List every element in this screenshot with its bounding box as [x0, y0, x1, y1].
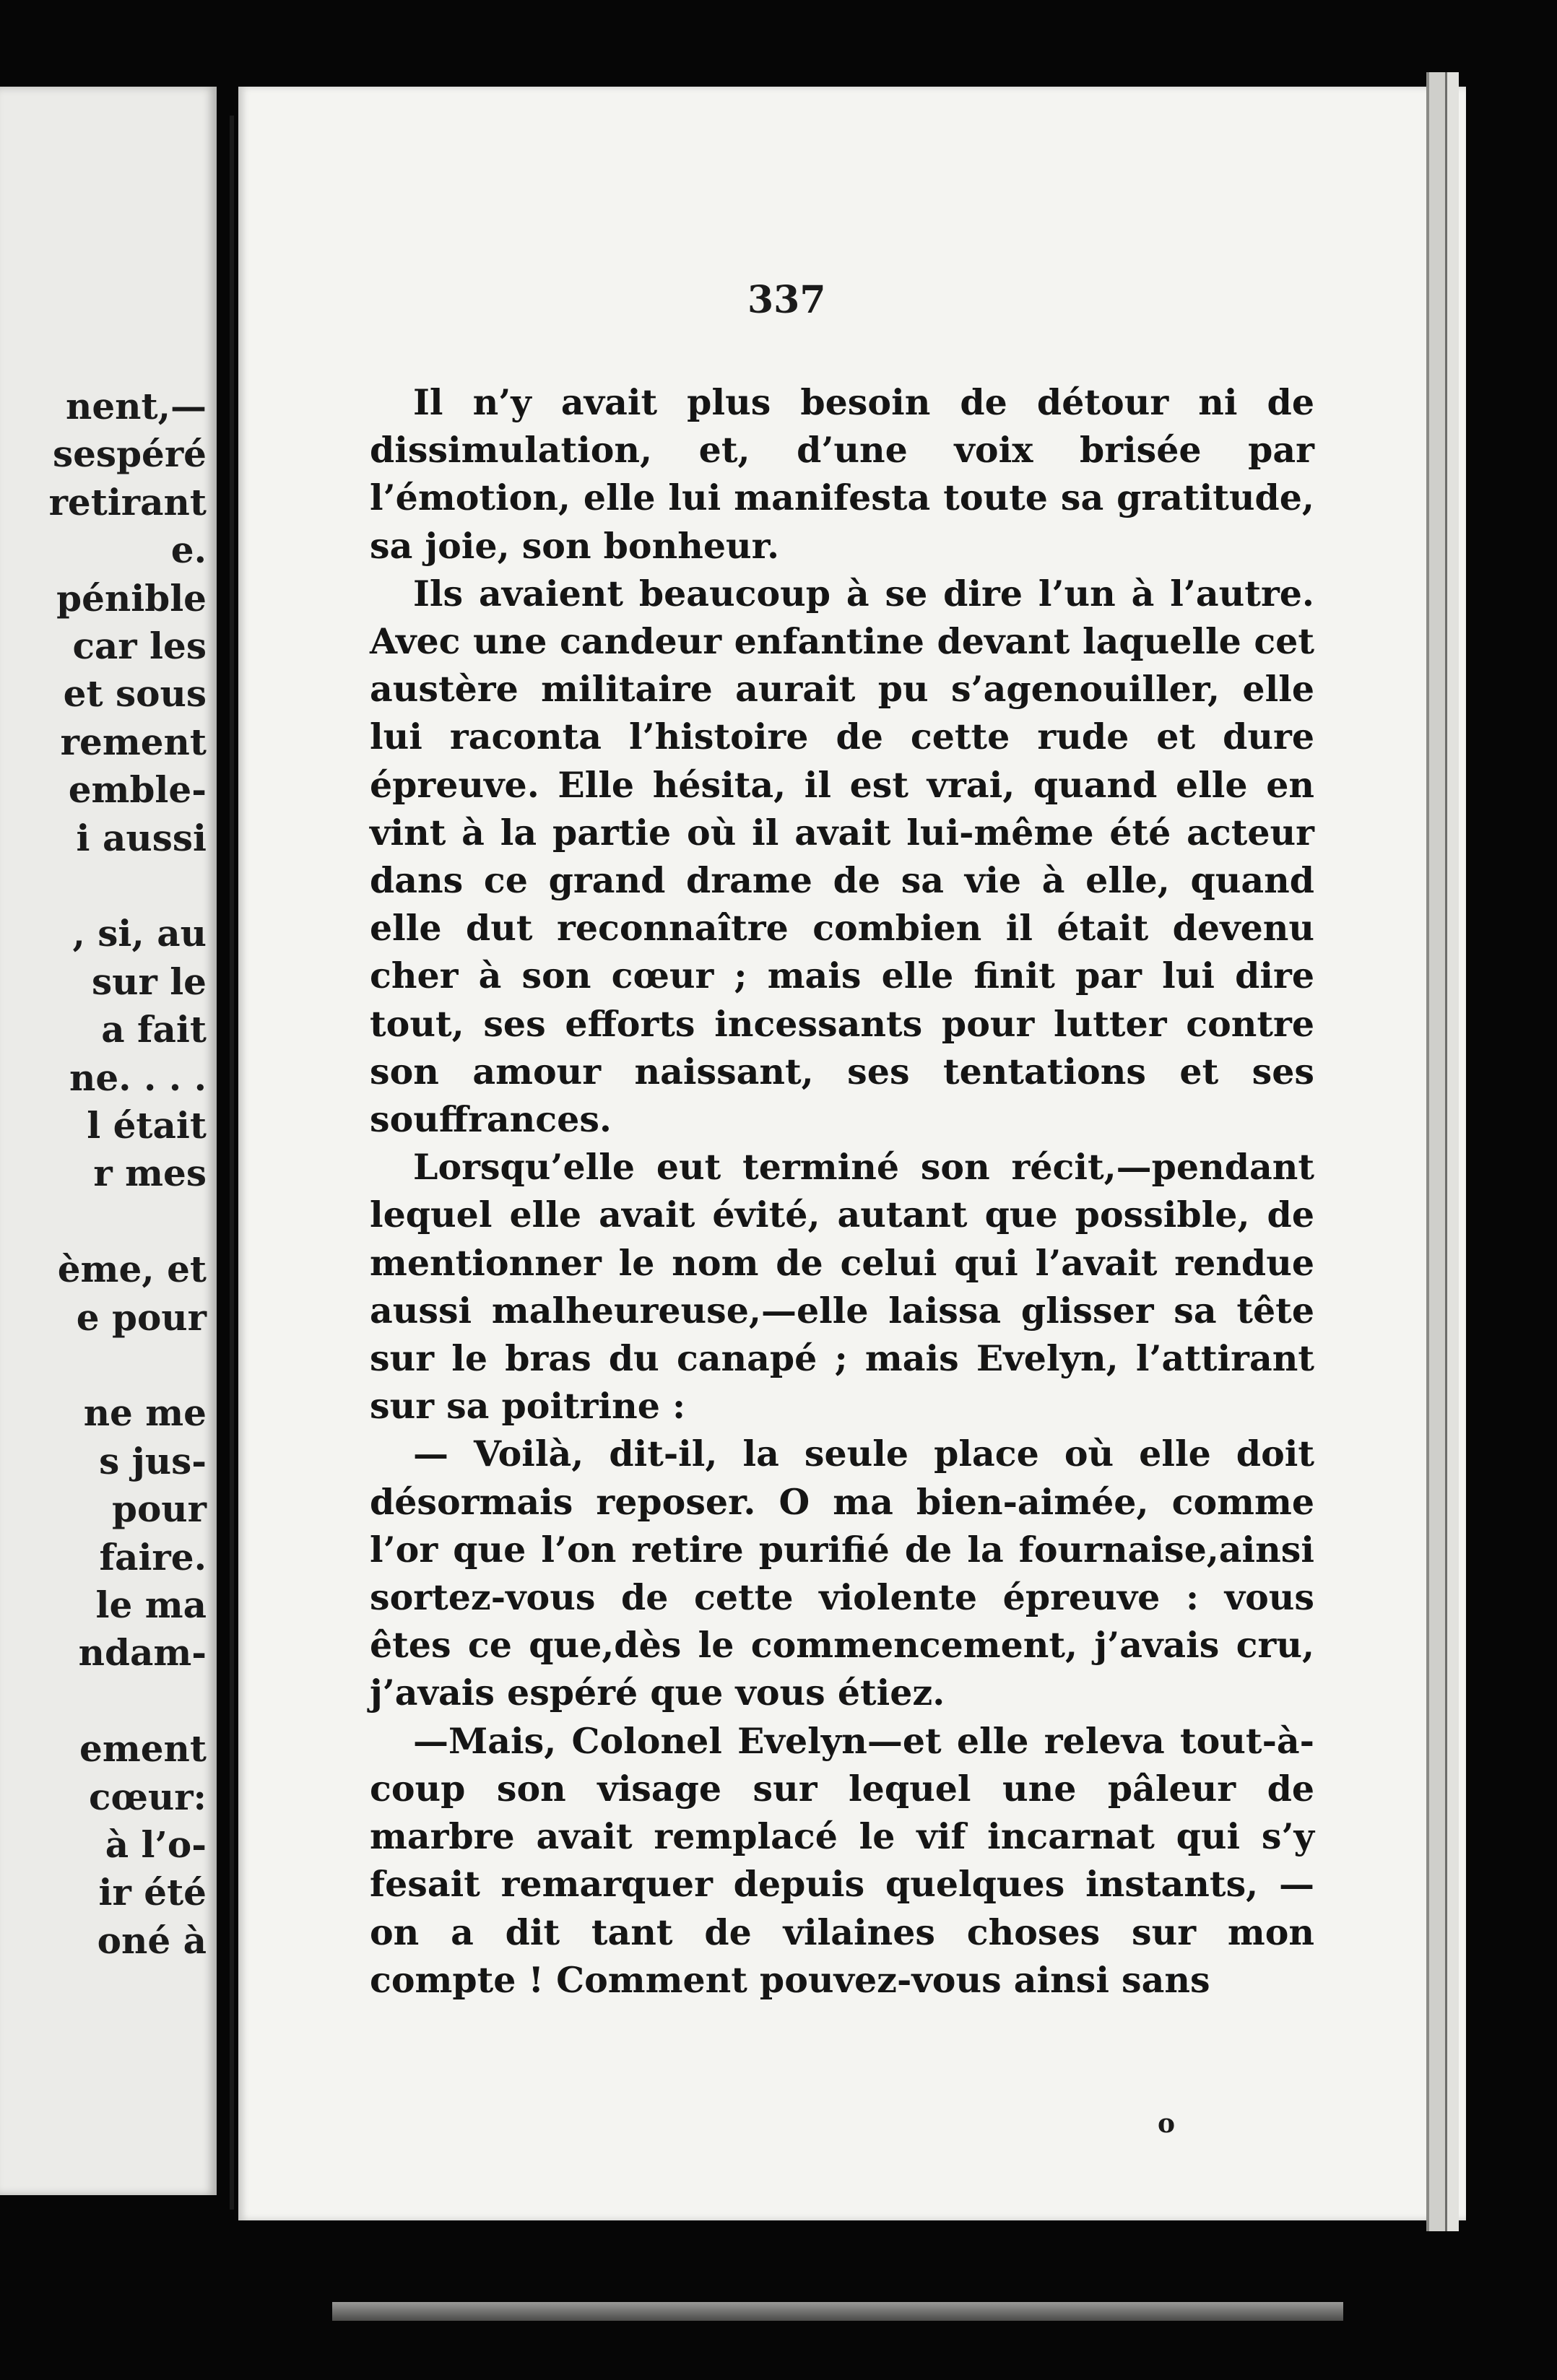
previous-page-line: ir été: [98, 1871, 207, 1914]
previous-page-line: pour: [111, 1488, 207, 1531]
paragraph-2: Ils avaient beaucoup à se dire l’un à l’autre. Avec une candeur enfantine devant laquelle cet austère militaire aurait pu s’agenouiller, elle lui raconta l’histoire de cette rude et dure épreuve. Elle hésita, il est vrai, quand elle en vint à la partie où il avait lui-même été acteur dans ce grand drame de sa vie à elle, quand elle dut reconnaître combien il était devenu cher à son cœur ; mais elle finit par lui dire tout, ses efforts incessants pour lutter contre son amour naissant, ses tentations et ses souffrances.: [370, 572, 1314, 1141]
previous-page-line: retirant: [48, 480, 207, 524]
previous-page-line: i aussi: [76, 816, 207, 859]
previous-page-line: r mes: [93, 1152, 207, 1195]
previous-page-line: le ma: [95, 1584, 207, 1626]
previous-page-line: à l’o-: [105, 1823, 207, 1866]
previous-page-line: cœur:: [89, 1775, 207, 1818]
previous-page-line: e pour: [76, 1295, 207, 1339]
previous-page-line: l était: [87, 1104, 207, 1147]
previous-page-line: rement: [60, 720, 207, 763]
previous-page-line: emble-: [68, 768, 207, 812]
paragraph-1: Il n’y avait plus besoin de détour ni de dissimulation, et, d’une voix brisée par l’émotion, elle lui manifesta toute sa gratitude, sa joie, son bonheur.: [370, 381, 1314, 567]
previous-page-line: e.: [170, 529, 207, 572]
previous-page-line: oné à: [97, 1919, 207, 1962]
body-text: [370, 378, 1314, 2004]
paragraph-3: Lorsqu’elle eut terminé son récit,—pendant lequel elle avait évité, autant que possible, de mentionner le nom de celui qui l’avait rendue aussi malheureuse,—elle laissa glisser sa tête sur le bras du canapé ; mais Evelyn, l’attirant sur sa poitrine :: [370, 1146, 1314, 1428]
previous-page-line: s jus-: [99, 1439, 207, 1482]
previous-page: [0, 87, 217, 2195]
previous-page-line: ne. . . .: [69, 1056, 207, 1099]
previous-page-line: et sous: [63, 672, 207, 716]
page-edge-outer: [1445, 72, 1459, 2231]
previous-page-line: , si, au: [72, 912, 207, 955]
previous-page-line: ne me: [83, 1391, 207, 1435]
book-gutter: [230, 116, 234, 2210]
previous-page-line: ndam-: [78, 1631, 207, 1675]
previous-page-line: ème, et: [57, 1248, 207, 1291]
paragraph-4: — Voilà, dit-il, la seule place où elle doit désormais reposer. O ma bien-aimée, comme l’or que l’on retire purifié de la fournaise,ainsi sortez-vous de cette violente épreuve : vous êtes ce que,dès le commencement, j’avais cru, j’avais espéré que vous étiez.: [370, 1433, 1314, 1714]
previous-page-line: faire.: [99, 1535, 207, 1578]
previous-page-line: car les: [72, 625, 207, 667]
previous-page-line: sur le: [91, 960, 207, 1003]
scanner-bar: [332, 2302, 1343, 2321]
previous-page-line: nent,—: [65, 385, 207, 427]
page-number: 337: [747, 278, 826, 322]
signature-mark: o: [1158, 2108, 1176, 2139]
paragraph-5: —Mais, Colonel Evelyn—et elle releva tout-à-coup son visage sur lequel une pâleur de marbre avait remplacé le vif incarnat qui s’y fesait remarquer depuis quelques instants, —on a dit tant de vilaines choses sur mon compte ! Comment pouvez-vous ainsi sans: [370, 1719, 1314, 2001]
previous-page-line: a fait: [101, 1008, 207, 1051]
previous-page-line: pénible: [56, 576, 207, 620]
previous-page-line: ement: [79, 1727, 207, 1771]
previous-page-line: sespéré: [52, 433, 207, 476]
